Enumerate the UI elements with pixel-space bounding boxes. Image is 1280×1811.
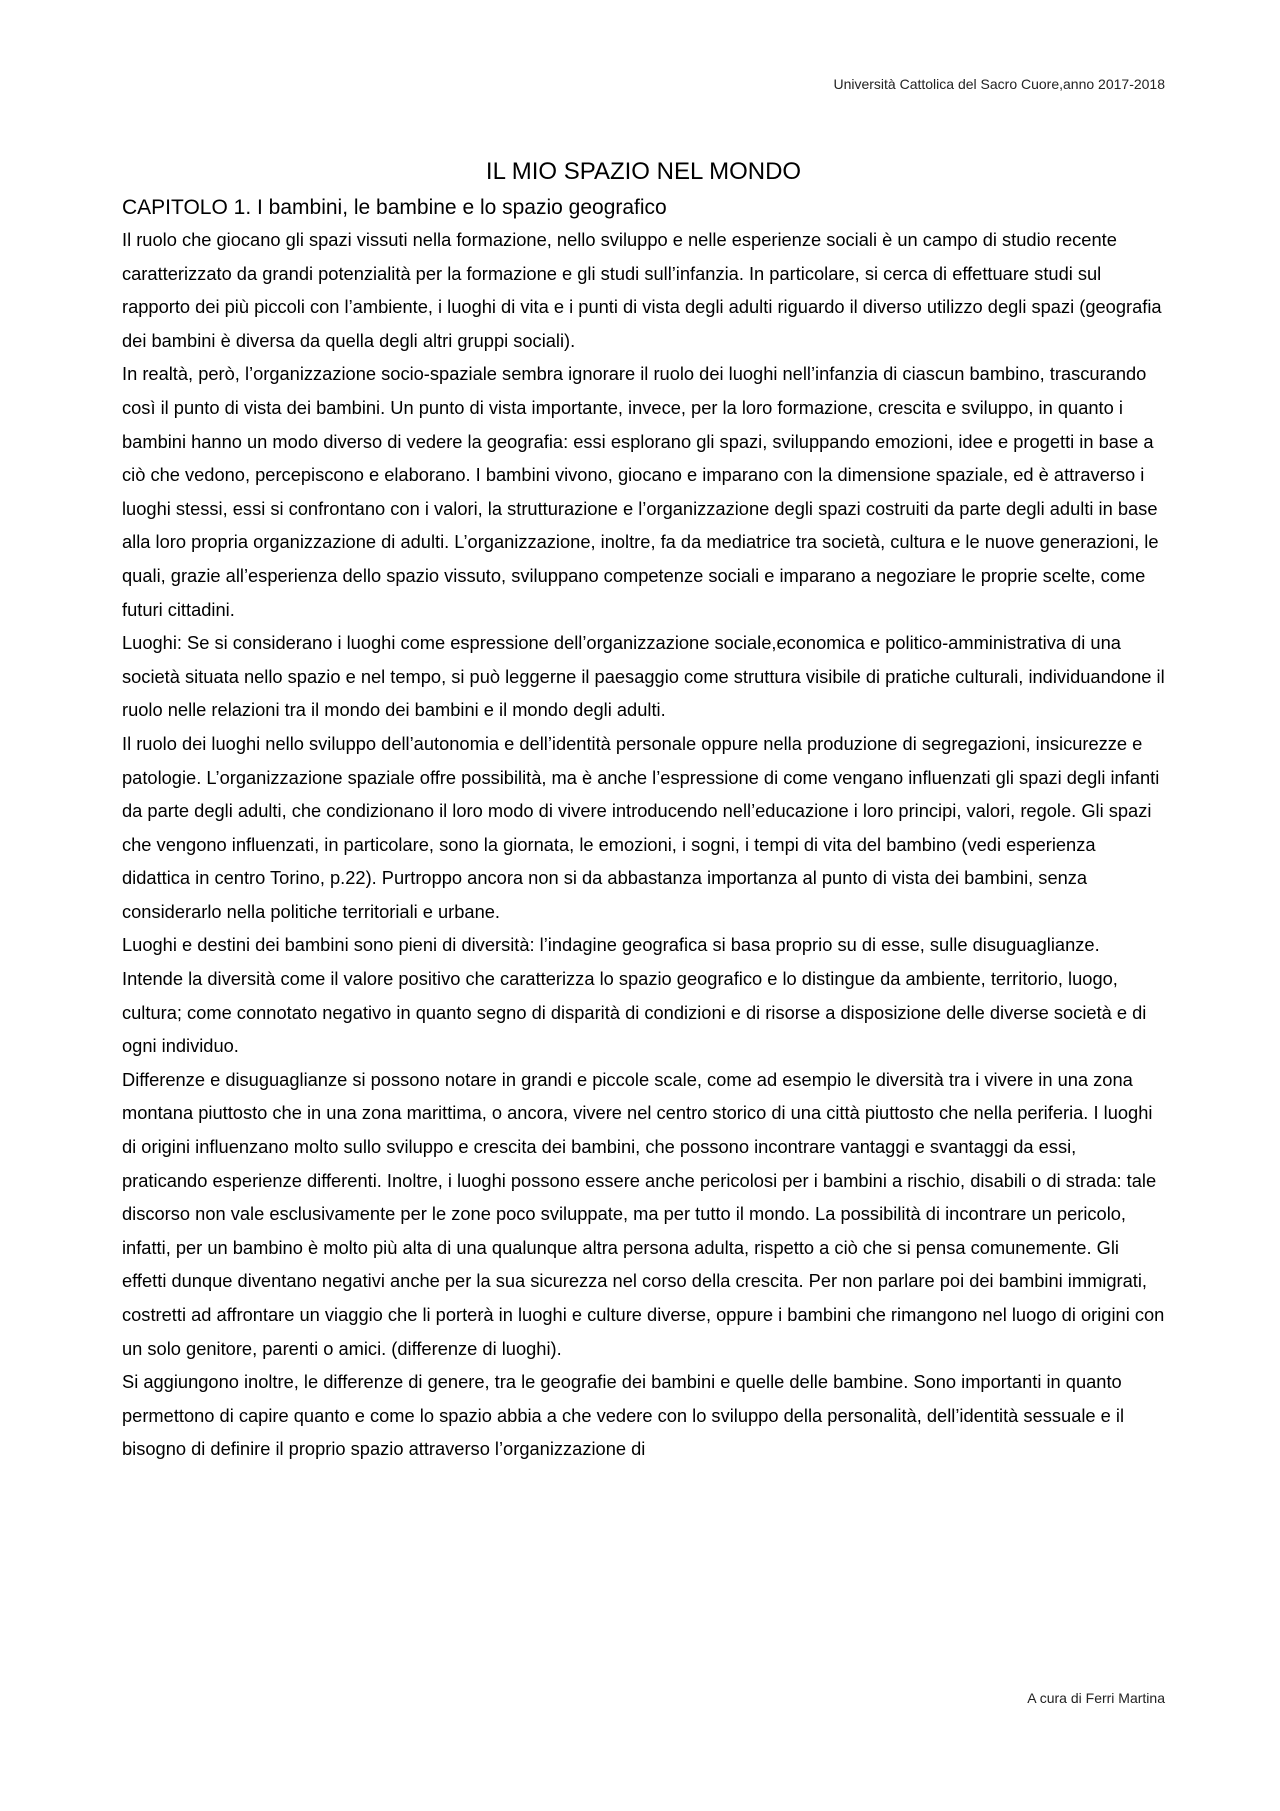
paragraph-organizzazione: In realtà, però, l’organizzazione socio-spaziale sembra ignorare il ruolo dei luoghi nell’infanzia di ciascun bambino, trascurando così il punto di vista dei bambini. Un punto di vista importante, invece, per la loro formazione, crescita e sviluppo, in quanto i bambini hanno un modo diverso di vedere la geografia: essi esplorano gli spazi, sviluppando emozioni, idee e progetti in base a ciò che vedono, percepiscono e elaborano. I bambini vivono, giocano e imparano con la dimensione spaziale, ed è attraverso i luoghi stessi, essi si confrontano con i valori, la strutturazione e l’organizzazione degli spazi costruiti da parte degli adulti in base alla loro propria organizzazione di adulti. L’organizzazione, inoltre, fa da mediatrice tra società, cultura e le nuove generazioni, le quali, grazie all’esperienza dello spazio vissuto, sviluppano competenze sociali e imparano a negoziare le proprie scelte, come futuri cittadini. <box>122 363 1159 620</box>
paragraph-luoghi: Luoghi: Se si considerano i luoghi come espressione dell’organizzazione sociale,economica e politico-amministrativa di una società situata nello spazio e nel tempo, si può leggerne il paesaggio come struttura visibile di pratiche culturali, individuandone il ruolo nelle relazioni tra il mondo dei bambini e il mondo degli adulti. <box>122 632 1165 721</box>
page-header: Università Cattolica del Sacro Cuore,anno 2017-2018 <box>833 76 1165 92</box>
chapter-heading: CAPITOLO 1. I bambini, le bambine e lo spazio geografico <box>122 196 667 219</box>
paragraph-genere: Si aggiungono inoltre, le differenze di genere, tra le geografie dei bambini e quelle delle bambine. Sono importanti in quanto permettono di capire quanto e come lo spazio abbia a che vedere con lo sviluppo della personalità, dell’identità sessuale e il bisogno di definire il proprio spazio attraverso l’organizzazione di <box>122 1371 1125 1460</box>
paragraph-diversita: Luoghi e destini dei bambini sono pieni di diversità: l’indagine geografica si basa proprio su di esse, sulle disuguaglianze. Intende la diversità come il valore positivo che caratterizza lo spazio geografico e lo distingue da ambiente, territorio, luogo, cultura; come connotato negativo in quanto segno di disparità di condizioni e di risorse a disposizione delle diverse società e di ogni individuo. <box>122 934 1147 1057</box>
paragraph-intro: Il ruolo che giocano gli spazi vissuti nella formazione, nello sviluppo e nelle esperienze sociali è un campo di studio recente caratterizzato da grandi potenzialità per la formazione e gli studi sull’infanzia. In particolare, si cerca di effettuare studi sul rapporto dei più piccoli con l’ambiente, i luoghi di vita e i punti di vista degli adulti riguardo il diverso utilizzo degli spazi (geografia dei bambini è diversa da quella degli altri gruppi sociali). <box>122 229 1162 351</box>
page-footer: A cura di Ferri Martina <box>1027 1690 1165 1706</box>
paragraph-differenze: Differenze e disuguaglianze si possono notare in grandi e piccole scale, come ad esempio le diversità tra i vivere in una zona montana piuttosto che in una zona marittima, o ancora, vivere nel centro storico di una città piuttosto che nella periferia. I luoghi di origini influenzano molto sullo sviluppo e crescita dei bambini, che possono incontrare vantaggi e svantaggi da essi, praticando esperienze differenti. Inoltre, i luoghi possono essere anche pericolosi per i bambini a rischio, disabili o di strada: tale discorso non vale esclusivamente per le zone poco sviluppate, ma per tutto il mondo. La possibilità di incontrare un pericolo, infatti, per un bambino è molto più alta di una qualunque altra persona adulta, rispetto a ciò che si pensa comunemente. Gli effetti dunque diventano negativi anche per la sua sicurezza nel corso della crescita. Per non parlare poi dei bambini immigrati, costretti ad affrontare un viaggio che li porterà in luoghi e culture diverse, oppure i bambini che rimangono nel luogo di origini con un solo genitore, parenti o amici. (differenze di luoghi). <box>122 1068 1165 1359</box>
paragraph-ruolo-luoghi: Il ruolo dei luoghi nello sviluppo dell’autonomia e dell’identità personale oppure nella produzione di segregazioni, insicurezze e patologie. L’organizzazione spaziale offre possibilità, ma è anche l’espressione di come vengano influenzati gli spazi degli infanti da parte degli adulti, che condizionano il loro modo di vivere introducendo nell’educazione i loro principi, valori, regole. Gli spazi che vengono influenzati, in particolare, sono la giornata, le emozioni, i sogni, i tempi di vita del bambino (vedi esperienza didattica in centro Torino, p.22). Purtroppo ancora non si da abbastanza importanza al punto di vista dei bambini, senza considerarlo nella politiche territoriali e urbane. <box>122 732 1160 922</box>
document-body <box>122 156 1165 1466</box>
document-title: IL MIO SPAZIO NEL MONDO <box>485 158 802 185</box>
